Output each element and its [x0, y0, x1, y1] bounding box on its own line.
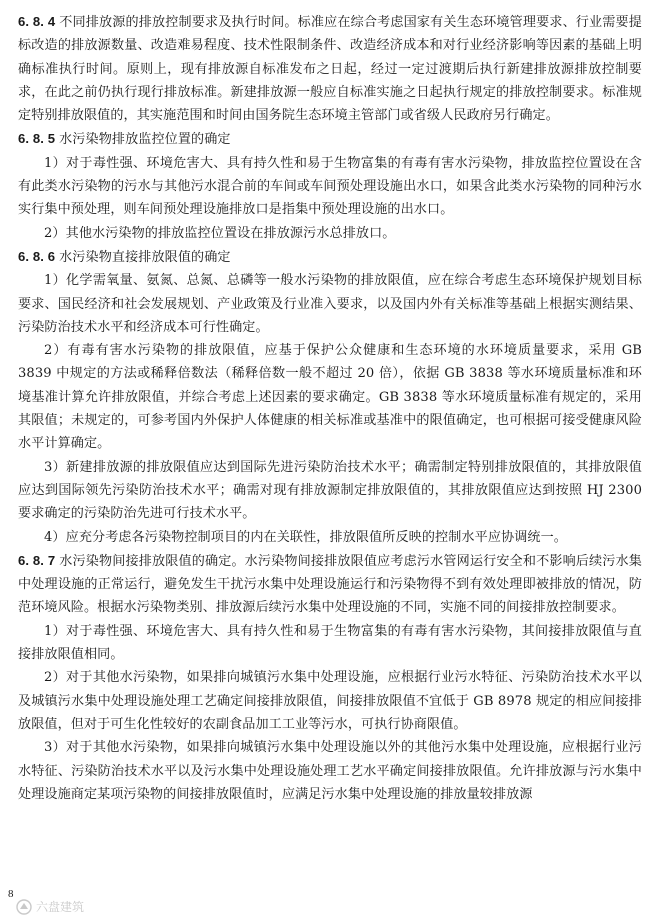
list-item: 3）对于其他水污染物，如果排向城镇污水集中处理设施以外的其他污水集中处理设施，应根据行业污水特征、污染防治技术水平以及污水集中处理设施处理工艺水平确定间接排放限值。允许排放源与污水集中处理设施商定某项污染物的间接排放限值时，应满足污水集中处理设施的排放量较排放源: [18, 740, 642, 802]
list-item: 2）其他水污染物的排放监控位置设在排放源污水总排放口。: [44, 225, 396, 241]
list-item: 3）新建排放源的排放限值应达到国际先进污染防治技术水平；确需制定特别排放限值的，其排放限值应达到国际领先污染防治技术水平；确需对现有排放源制定排放限值的，其排放限值应达到按照 HJ 2300 要求确定的污染防治先进可行技术水平。: [18, 459, 642, 522]
document-page: [18, 10, 642, 806]
section-number: 6. 8. 5: [18, 131, 56, 147]
list-item: 2）有毒有害水污染物的排放限值，应基于保护公众健康和生态环境的水环境质量要求，采用 GB 3839 中规定的方法或稀释倍数法（稀释倍数一般不超过 20 倍），依据 GB 3838 等水环境质量标准和环境基准计算允许排放限值，并综合考虑上述因素的要求确定。GB 3838 等水环境质量标准有规定的，采用其限值；未规定的，可参考国内外保护人体健康的相关标准或基准中的限值确定，也可根据可接受健康风险水平计算确定。: [18, 343, 642, 452]
section-6-8-7: [18, 549, 642, 620]
list-item: 1）对于毒性强、环境危害大、具有持久性和易于生物富集的有毒有害水污染物，排放监控位置设在含有此类水污染物的污水与其他污水混合前的车间或车间预处理设施出水口，如果含此类水污染物的同种污水实行集中预处理，则车间预处理设施排放口是指集中预处理设施的出水口。: [18, 155, 642, 218]
page-number: 8: [8, 888, 14, 900]
section-number: 6. 8. 4: [18, 14, 56, 29]
list-item: 2）对于其他水污染物，如果排向城镇污水集中处理设施，应根据行业污水特征、污染防治技术水平以及城镇污水集中处理设施处理工艺确定间接排放限值，间接排放限值不宜低于 GB 8978 规定的相应间接排放限值，但对于可生化性较好的农副食品加工工业等污水，可执行协商限值。: [18, 670, 642, 732]
section-number: 6. 8. 7: [18, 552, 56, 568]
section-title: 水污染物直接排放限值的确定: [59, 249, 231, 265]
section-6-8-6-heading: [18, 245, 642, 269]
list-item: 1）化学需氧量、氨氮、总氮、总磷等一般水污染物的排放限值，应在综合考虑生态环境保护规划目标要求、国民经济和社会发展规划、产业政策及行业准入要求，以及国内外有关标准等基础上根据实测结果、污染防治技术水平和经济成本可行性确定。: [18, 273, 642, 335]
section-title: 水污染物排放监控位置的确定: [59, 132, 231, 148]
section-6-8-5-heading: [18, 127, 642, 151]
section-body: 水污染物间接排放限值的确定。水污染物间接排放限值应考虑污水管网运行安全和不影响后续污水集中处理设施的正常运行，避免发生干扰污水集中处理设施运行和污染物得不到有效处理即被排放的情况，防范环境风险。根据水污染物类别、排放源后续污水集中处理设施的不同，实施不同的间接排放控制要求。: [18, 553, 642, 616]
watermark-logo-icon: [16, 899, 32, 915]
watermark-text: 六盘建筑: [36, 900, 85, 914]
list-item: 4）应充分考虑各污染物控制项目的内在关联性，排放限值所反映的控制水平应协调统一。: [44, 529, 567, 545]
list-item: 1）对于毒性强、环境危害大、具有持久性和易于生物富集的有毒有害水污染物，其间接排放限值与直接排放限值相同。: [18, 623, 642, 663]
watermark: [16, 898, 84, 915]
section-6-8-4: [18, 10, 642, 127]
section-body: 不同排放源的排放控制要求及执行时间。标准应在综合考虑国家有关生态环境管理要求、行业需要提标改造的排放源数量、改造难易程度、技术性限制条件、改造经济成本和对行业经济影响等因素的基础上明确标准执行时间。原则上，现有排放源自标准发布之日起，经过一定过渡期后执行新建排放源排放控制要求，在此之前仍执行现行排放标准。新建排放源一般应自标准实施之日起执行规定的排放控制要求。标准规定特别排放限值的，其实施范围和时间由国务院生态环境主管部门或省级人民政府另行确定。: [18, 15, 642, 124]
section-number: 6. 8. 6: [18, 248, 56, 264]
